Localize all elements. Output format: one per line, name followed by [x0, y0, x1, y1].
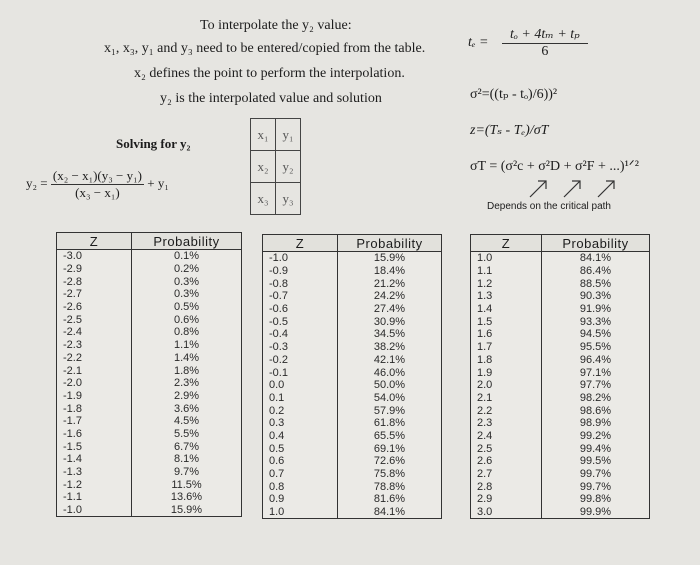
probability-value: 84.1%	[338, 506, 442, 519]
depends-note: Depends on the critical path	[487, 201, 611, 212]
probability-value: 99.5%	[542, 455, 650, 468]
z-value: 1.7	[471, 341, 542, 354]
formula-fraction	[51, 168, 144, 201]
table-row	[57, 402, 242, 415]
interpolation-formula	[26, 168, 169, 201]
z-value: 2.8	[471, 480, 542, 493]
formula-numerator: (x₂ − x₁)(y₃ − y₁)	[52, 168, 142, 183]
probability-value: 9.7%	[132, 466, 242, 479]
probability-value: 15.9%	[132, 504, 242, 517]
probability-value: 0.2%	[132, 263, 242, 276]
probability-value: 2.9%	[132, 390, 242, 403]
probability-value: 2.3%	[132, 377, 242, 390]
z-value: -2.6	[57, 301, 132, 314]
table-row	[57, 313, 242, 326]
instruction-line-1: To interpolate the y₂ value:	[200, 18, 352, 33]
table-row	[471, 430, 650, 443]
z-value: 2.3	[471, 417, 542, 430]
z-value: 1.0	[263, 506, 338, 519]
z-value: 0.2	[263, 404, 338, 417]
probability-value: 98.2%	[542, 392, 650, 405]
probability-value: 0.3%	[132, 288, 242, 301]
probability-value: 88.5%	[542, 277, 650, 290]
probability-value: 27.4%	[338, 303, 442, 316]
z-value: -1.9	[57, 390, 132, 403]
table-row	[471, 404, 650, 417]
probability-value: 75.8%	[338, 468, 442, 481]
table-row	[57, 339, 242, 352]
arrow-line	[598, 181, 614, 197]
probability-value: 15.9%	[338, 252, 442, 265]
grid-cell[interactable]: x₂	[251, 151, 276, 183]
z-value: -0.4	[263, 328, 338, 341]
table-row	[57, 326, 242, 339]
probability-value: 99.8%	[542, 493, 650, 506]
te-formula	[468, 26, 588, 60]
probability-value: 90.3%	[542, 290, 650, 303]
z-header: Z	[471, 235, 542, 252]
probability-value: 81.6%	[338, 493, 442, 506]
probability-value: 3.6%	[132, 402, 242, 415]
table-row	[471, 252, 650, 265]
table-row	[263, 265, 442, 278]
table-row	[471, 455, 650, 468]
z-value: -0.7	[263, 290, 338, 303]
table-row	[471, 480, 650, 493]
probability-value: 78.8%	[338, 480, 442, 493]
z-value: 2.9	[471, 493, 542, 506]
formula-tail: + y₁	[147, 175, 169, 191]
sigma2-formula: σ²=((tₚ - tₒ)/6))²	[470, 87, 558, 102]
grid-cell[interactable]: y₁	[276, 119, 301, 151]
table-row	[471, 392, 650, 405]
probability-value: 0.5%	[132, 301, 242, 314]
z-value: 1.6	[471, 328, 542, 341]
z-value: 2.1	[471, 392, 542, 405]
z-value: -2.5	[57, 313, 132, 326]
z-header: Z	[263, 235, 338, 252]
table-row	[471, 366, 650, 379]
table-row	[57, 301, 242, 314]
table-row	[263, 430, 442, 443]
z-value: -2.4	[57, 326, 132, 339]
table-row	[263, 252, 442, 265]
probability-value: 0.8%	[132, 326, 242, 339]
xy-grid	[250, 118, 301, 215]
z-value: -1.7	[57, 415, 132, 428]
z-value: 0.7	[263, 468, 338, 481]
table-row	[57, 250, 242, 263]
table-row	[471, 328, 650, 341]
z-value: 2.7	[471, 468, 542, 481]
z-value: 1.9	[471, 366, 542, 379]
probability-value: 57.9%	[338, 404, 442, 417]
table-row	[471, 354, 650, 367]
sigmaT-formula: σT = (σ²c + σ²D + σ²F + ...)¹ᐟ²	[470, 159, 639, 174]
probability-value: 6.7%	[132, 440, 242, 453]
solving-label: Solving for y₂	[116, 136, 191, 151]
z-value: 0.4	[263, 430, 338, 443]
z-value: 2.0	[471, 379, 542, 392]
z-value: -2.1	[57, 364, 132, 377]
instruction-line-3: x₂ defines the point to perform the interpolation.	[134, 66, 405, 81]
z-value: 1.2	[471, 277, 542, 290]
z-value: 0.6	[263, 455, 338, 468]
z-value: -0.3	[263, 341, 338, 354]
probability-value: 1.4%	[132, 352, 242, 365]
probability-value: 98.9%	[542, 417, 650, 430]
probability-value: 97.7%	[542, 379, 650, 392]
z-value: 2.4	[471, 430, 542, 443]
table-row	[57, 390, 242, 403]
probability-value: 69.1%	[338, 442, 442, 455]
table-row	[57, 288, 242, 301]
probability-value: 84.1%	[542, 252, 650, 265]
probability-value: 99.7%	[542, 480, 650, 493]
table-row	[263, 455, 442, 468]
z-value: -1.3	[57, 466, 132, 479]
probability-value: 91.9%	[542, 303, 650, 316]
z-value: -0.1	[263, 366, 338, 379]
table-row	[263, 366, 442, 379]
z-value: -1.2	[57, 478, 132, 491]
table-row	[57, 440, 242, 453]
table-row	[263, 468, 442, 481]
table-row	[57, 377, 242, 390]
instruction-line-4: y₂ is the interpolated value and solution	[160, 91, 382, 106]
z-value: -1.4	[57, 453, 132, 466]
probability-value: 1.8%	[132, 364, 242, 377]
probability-table-2	[262, 234, 442, 519]
z-value: -1.8	[57, 402, 132, 415]
te-denominator: 6	[541, 44, 549, 59]
z-value: 3.0	[471, 506, 542, 519]
table-row	[471, 341, 650, 354]
table-row	[471, 277, 650, 290]
table-row	[471, 315, 650, 328]
table-row	[471, 303, 650, 316]
table-row	[471, 290, 650, 303]
table-row	[263, 277, 442, 290]
z-value: 0.1	[263, 392, 338, 405]
probability-value: 0.6%	[132, 313, 242, 326]
z-value: -2.3	[57, 339, 132, 352]
z-value: -1.5	[57, 440, 132, 453]
table-row	[263, 290, 442, 303]
table-row	[263, 480, 442, 493]
probability-value: 54.0%	[338, 392, 442, 405]
z-value: -3.0	[57, 250, 132, 263]
probability-value: 86.4%	[542, 265, 650, 278]
probability-value: 99.4%	[542, 442, 650, 455]
probability-value: 94.5%	[542, 328, 650, 341]
z-value: -2.7	[57, 288, 132, 301]
z-value: -0.6	[263, 303, 338, 316]
z-value: -2.2	[57, 352, 132, 365]
probability-value: 95.5%	[542, 341, 650, 354]
grid-cell[interactable]: y₃	[276, 183, 301, 215]
table-row	[57, 352, 242, 365]
probability-value: 99.2%	[542, 430, 650, 443]
te-fraction	[502, 26, 588, 60]
z-value: 1.8	[471, 354, 542, 367]
z-value: 0.8	[263, 480, 338, 493]
z-value: -2.9	[57, 263, 132, 276]
probability-value: 96.4%	[542, 354, 650, 367]
table-row	[471, 417, 650, 430]
table-row	[263, 341, 442, 354]
table-row	[263, 493, 442, 506]
probability-value: 61.8%	[338, 417, 442, 430]
z-value: -1.1	[57, 491, 132, 504]
instruction-line-2: x₁, x₃, y₁ and y₃ need to be entered/copied from the table.	[104, 41, 426, 56]
table-row	[57, 364, 242, 377]
z-value: 2.5	[471, 442, 542, 455]
probability-value: 50.0%	[338, 379, 442, 392]
table-row	[471, 379, 650, 392]
probability-value: 5.5%	[132, 428, 242, 441]
table-row	[263, 417, 442, 430]
table-row	[471, 506, 650, 519]
z-value: -2.0	[57, 377, 132, 390]
table-row	[471, 442, 650, 455]
table-row	[263, 404, 442, 417]
probability-value: 34.5%	[338, 328, 442, 341]
probability-value: 97.1%	[542, 366, 650, 379]
z-value: -0.9	[263, 265, 338, 278]
z-value: -2.8	[57, 275, 132, 288]
arrow-line	[564, 181, 580, 197]
probability-value: 0.3%	[132, 275, 242, 288]
z-value: -1.0	[263, 252, 338, 265]
table-row	[471, 493, 650, 506]
z-value: 1.3	[471, 290, 542, 303]
grid-cell[interactable]: x₁	[251, 119, 276, 151]
probability-value: 42.1%	[338, 354, 442, 367]
z-formula: z=(Tₛ - Tₑ)/σT	[470, 123, 549, 138]
z-value: 1.1	[471, 265, 542, 278]
te-lhs: tₑ =	[468, 35, 489, 51]
z-value: 1.0	[471, 252, 542, 265]
probability-value: 4.5%	[132, 415, 242, 428]
probability-value: 1.1%	[132, 339, 242, 352]
arrow-line	[530, 181, 546, 197]
probability-value: 38.2%	[338, 341, 442, 354]
z-value: -0.5	[263, 315, 338, 328]
probability-value: 98.6%	[542, 404, 650, 417]
table-row	[263, 506, 442, 519]
probability-table-3	[470, 234, 650, 519]
probability-value: 99.7%	[542, 468, 650, 481]
table-row	[57, 491, 242, 504]
probability-value: 0.1%	[132, 250, 242, 263]
table-row	[57, 263, 242, 276]
grid-cell[interactable]: x₃	[251, 183, 276, 215]
formula-lhs: y₂ =	[26, 175, 48, 191]
probability-table-1	[56, 232, 242, 517]
formula-denominator: (x₃ − x₁)	[75, 185, 120, 200]
table-row	[263, 354, 442, 367]
z-value: 1.5	[471, 315, 542, 328]
probability-value: 24.2%	[338, 290, 442, 303]
probability-value: 8.1%	[132, 453, 242, 466]
probability-value: 18.4%	[338, 265, 442, 278]
table-row	[57, 466, 242, 479]
z-value: 0.5	[263, 442, 338, 455]
probability-value: 65.5%	[338, 430, 442, 443]
probability-value: 21.2%	[338, 277, 442, 290]
table-row	[263, 328, 442, 341]
table-row	[263, 315, 442, 328]
table-row	[471, 265, 650, 278]
grid-cell[interactable]: y₂	[276, 151, 301, 183]
table-row	[57, 415, 242, 428]
z-value: 2.6	[471, 455, 542, 468]
z-value: -1.0	[57, 504, 132, 517]
z-value: 0.3	[263, 417, 338, 430]
table-row	[57, 428, 242, 441]
table-row	[57, 504, 242, 517]
z-value: 0.0	[263, 379, 338, 392]
te-numerator: tₒ + 4tₘ + tₚ	[502, 26, 588, 44]
table-row	[263, 379, 442, 392]
probability-value: 11.5%	[132, 478, 242, 491]
probability-header: Probability	[338, 235, 442, 252]
table-row	[57, 453, 242, 466]
table-row	[57, 275, 242, 288]
probability-value: 13.6%	[132, 491, 242, 504]
z-header: Z	[57, 233, 132, 250]
z-value: 2.2	[471, 404, 542, 417]
z-value: -0.8	[263, 277, 338, 290]
table-row	[471, 468, 650, 481]
z-value: -1.6	[57, 428, 132, 441]
table-row	[263, 303, 442, 316]
probability-value: 93.3%	[542, 315, 650, 328]
probability-value: 99.9%	[542, 506, 650, 519]
table-row	[57, 478, 242, 491]
probability-header: Probability	[132, 233, 242, 250]
probability-value: 30.9%	[338, 315, 442, 328]
z-value: 0.9	[263, 493, 338, 506]
probability-header: Probability	[542, 235, 650, 252]
table-row	[263, 442, 442, 455]
table-row	[263, 392, 442, 405]
z-value: 1.4	[471, 303, 542, 316]
probability-value: 72.6%	[338, 455, 442, 468]
z-value: -0.2	[263, 354, 338, 367]
probability-value: 46.0%	[338, 366, 442, 379]
